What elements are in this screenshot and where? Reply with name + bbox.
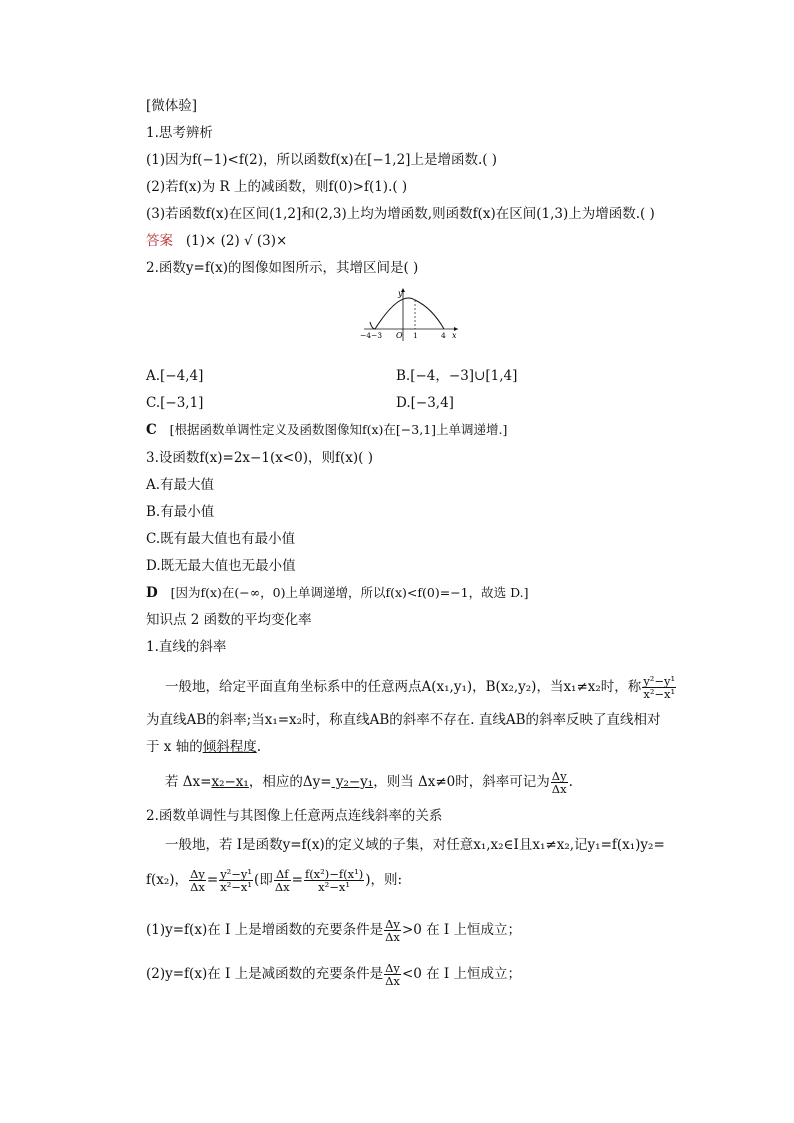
question-2-stem: 2.函数y=f(x)的图像如图所示，其增区间是( ) (146, 260, 419, 276)
cond1-fraction-den: Δx (385, 930, 400, 944)
subsection-2-title: 2.函数单调性与其图像上任意两点连线斜率的关系 (146, 808, 443, 824)
origin-label: O (396, 331, 403, 340)
mono-fraction-1-den: Δx (190, 880, 205, 894)
slope-fraction (642, 675, 676, 700)
mono-fraction-2-num: y²−y¹ (220, 867, 253, 881)
slope-def-text-b: . (256, 739, 261, 755)
q2-option-c: C.[−3,1] (146, 395, 204, 411)
tick-label-neg4: −4 (360, 331, 372, 340)
slope-def-text: 一般地，给定平面直角坐标系中的任意两点A(x₁,y₁)，B(x₂,y₂)，当x₁≠x₂时，称 (165, 679, 642, 695)
function-curve (370, 298, 444, 329)
section-tag: [微体验] (146, 98, 198, 114)
tick-label-1: 1 (413, 331, 418, 340)
q1-item-1: (1)因为f(−1)<f(2)，所以函数f(x)在[−1,2]上是增函数.( ) (146, 152, 498, 168)
mono-eq-1: = (206, 872, 219, 888)
condition-decreasing (146, 962, 521, 987)
q3-answer (146, 583, 529, 603)
q1-item-2: (2)若f(x)为 R 上的减函数，则f(0)>f(1).( ) (146, 179, 408, 195)
mono-fraction-2 (219, 868, 253, 893)
mono-text-c: )，则: (365, 872, 403, 888)
q2-answer-text: [根据函数单调性定义及函数图像知f(x)在[−3,1]上单调递增.] (169, 422, 508, 437)
cond1-text-a: (1)y=f(x)在 I 上是增函数的充要条件是 (146, 922, 384, 938)
mono-fraction-3-num: Δf (274, 868, 291, 881)
delta-definition (165, 770, 573, 795)
delta-fraction (551, 770, 568, 795)
q2-answer-letter: C (146, 422, 157, 438)
x-axis-label: x (452, 331, 457, 340)
delta-fraction-numerator: Δy (551, 769, 567, 783)
answer-label: 答案 (146, 233, 173, 249)
q2-option-d: D.[−3,4] (396, 395, 454, 411)
mono-text-a: f(x₂)， (146, 872, 189, 888)
cond2-text-b: <0 在 I 上恒成立； (401, 966, 522, 982)
condition-increasing (146, 918, 521, 943)
tick-label-neg3: −3 (371, 331, 383, 340)
mono-text-b: (即 (254, 872, 273, 888)
function-graph (356, 286, 462, 344)
subsection-1-title: 1.直线的斜率 (146, 639, 227, 655)
slope-fraction-numerator: y²−y¹ (643, 674, 676, 688)
cond2-fraction (384, 962, 401, 987)
mono-fraction-4 (304, 868, 364, 893)
mono-fraction-1-num: Δy (190, 867, 205, 881)
mono-fraction-3-den: Δx (274, 880, 290, 894)
question-1-title: 1.思考辨析 (146, 125, 213, 141)
q3-answer-text: [因为f(x)在(−∞，0)上单调递增，所以f(x)<f(0)=−1，故选 D.] (170, 585, 529, 600)
q2-answer (146, 420, 507, 440)
slope-definition-line-3 (146, 737, 261, 757)
slope-definition-line-1 (165, 675, 677, 700)
slope-def-underlined: 倾斜程度 (202, 739, 257, 755)
cond2-fraction-den: Δx (385, 974, 400, 988)
mono-fraction-4-num: f(x²)−f(x¹) (304, 867, 364, 881)
delta-text-a: 若 Δx= (165, 774, 212, 790)
q3-option-a: A.有最大值 (146, 477, 215, 493)
question-3-stem: 3.设函数f(x)=2x−1(x<0)，则f(x)( ) (146, 450, 373, 466)
q1-answer (146, 231, 287, 251)
monotonic-slope-line-1: 一般地，若 I是函数y=f(x)的定义域的子集，对任意x₁,x₂∈I且x₁≠x₂,记y₁=f(x₁)y₂= (165, 837, 665, 853)
delta-text-b: ，相应的Δy= (248, 774, 332, 790)
answer-text: (1)× (2) √ (3)× (185, 233, 288, 249)
delta-text-c: ，则当 Δx≠0时，斜率可记为 (373, 774, 550, 790)
delta-text-d: . (568, 774, 573, 790)
q3-option-c: C.既有最大值也有最小值 (146, 531, 296, 547)
cond2-fraction-num: Δy (385, 961, 400, 975)
knowledge-point-heading: 知识点 2 函数的平均变化率 (146, 612, 312, 628)
slope-def-text-a: 于 x 轴的 (146, 739, 203, 755)
tick-label-4: 4 (441, 331, 446, 340)
mono-fraction-4-den: x²−x¹ (318, 880, 350, 894)
q3-option-b: B.有最小值 (146, 504, 215, 520)
delta-fraction-denominator: Δx (551, 782, 567, 796)
delta-x-underlined: x₂−x₁ (211, 774, 249, 790)
cond1-text-b: >0 在 I 上恒成立； (401, 922, 522, 938)
slope-definition-line-2: 为直线AB的斜率;当x₁=x₂时，称直线AB的斜率不存在. 直线AB的斜率反映了直线相对 (146, 712, 661, 728)
mono-eq-2: = (291, 872, 303, 888)
monotonic-slope-line-2 (146, 868, 402, 893)
mono-fraction-1 (189, 868, 206, 893)
cond1-fraction (384, 918, 401, 943)
q1-item-3: (3)若函数f(x)在区间(1,2]和(2,3)上均为增函数,则函数f(x)在区间(1,3)上为增函数.( ) (146, 206, 655, 222)
q2-option-b: B.[−4，−3]∪[1,4] (396, 368, 518, 384)
slope-fraction-denominator: x²−x¹ (643, 687, 676, 701)
mono-fraction-2-den: x²−x¹ (220, 880, 253, 894)
q2-option-a: A.[−4,4] (146, 368, 204, 384)
cond1-fraction-num: Δy (385, 917, 400, 931)
cond2-text-a: (2)y=f(x)在 I 上是减函数的充要条件是 (146, 966, 384, 982)
mono-fraction-3 (274, 868, 291, 893)
q3-option-d: D.既无最大值也无最小值 (146, 558, 296, 574)
y-axis-label: y (398, 289, 403, 298)
q3-answer-letter: D (146, 585, 158, 601)
delta-y-underlined: y₂−y₁ (331, 774, 374, 790)
